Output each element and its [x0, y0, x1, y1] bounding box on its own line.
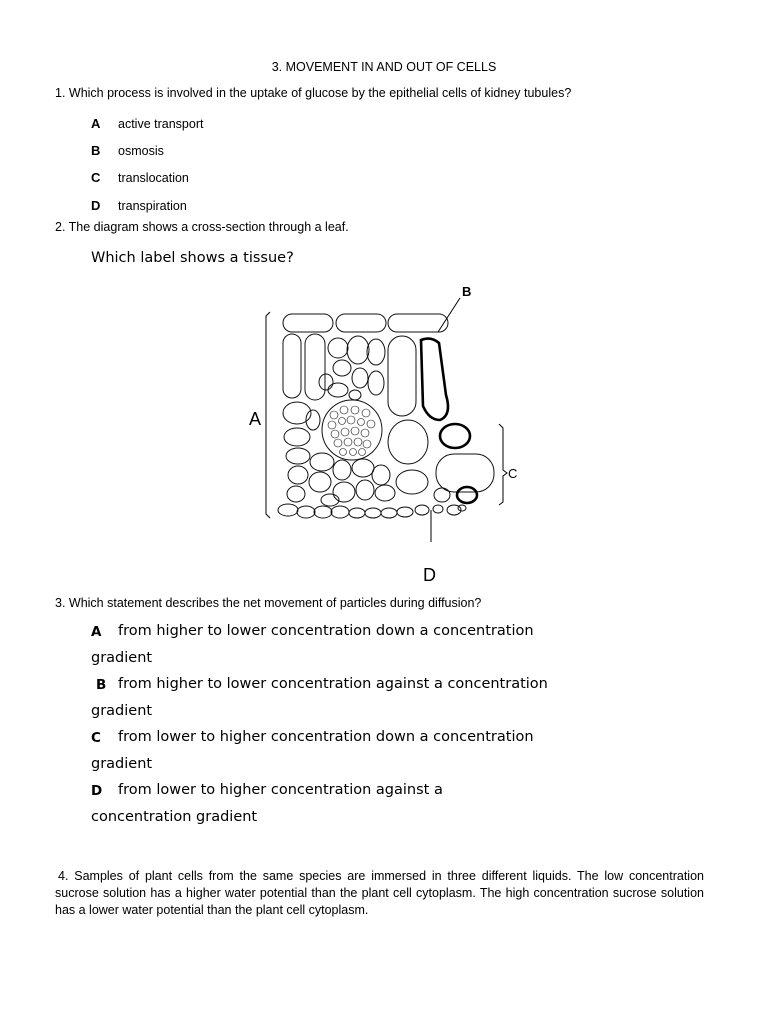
q1-option-b-text: osmosis: [118, 144, 164, 158]
q1-option-c-letter: C: [91, 170, 101, 185]
q3-option-a-letter: A: [91, 624, 102, 640]
q1-option-b-letter: B: [91, 143, 101, 158]
q3-option-c-letter: C: [91, 730, 101, 746]
question-3-text: 3. Which statement describes the net movement of particles during diffusion?: [55, 596, 482, 610]
question-4-text: 4. Samples of plant cells from the same species are immersed in three different liquids. The low concentration sucrose solution has a higher water potential than the plant cell cytoplasm. The high concentration sucrose solution has a lower water potential than the plant cell cytoplasm.: [55, 869, 704, 917]
q3-option-a-line2: gradient: [91, 650, 153, 666]
question-2-prompt: Which label shows a tissue?: [91, 250, 294, 266]
q3-option-c-line2: gradient: [91, 756, 153, 772]
page-title: 3. MOVEMENT IN AND OUT OF CELLS: [271, 60, 497, 74]
question-2-text: 2. The diagram shows a cross-section through a leaf.: [55, 220, 349, 234]
diagram-label-b: B: [462, 284, 472, 299]
q1-option-d-text: transpiration: [118, 199, 187, 213]
q3-option-d-line1: from lower to higher concentration against a: [118, 782, 443, 798]
q3-option-b-line1: from higher to lower concentration against a concentration: [118, 676, 548, 692]
q3-option-d-letter: D: [91, 783, 103, 799]
q1-option-c-text: translocation: [118, 171, 189, 185]
q1-option-a-letter: A: [91, 116, 101, 131]
q3-option-c-line1: from lower to higher concentration down a concentration: [118, 729, 534, 745]
q3-option-a-line1: from higher to lower concentration down a concentration: [118, 623, 534, 639]
q1-option-d-letter: D: [91, 198, 101, 213]
q1-option-a-text: active transport: [118, 117, 204, 131]
diagram-label-d: D: [423, 565, 436, 585]
diagram-label-a: A: [249, 409, 262, 429]
q3-option-b-letter: B: [96, 677, 107, 693]
q3-option-b-line2: gradient: [91, 703, 153, 719]
q3-option-d-line2: concentration gradient: [91, 809, 258, 825]
diagram-label-c: C: [508, 466, 518, 481]
question-1-text: 1. Which process is involved in the uptake of glucose by the epithelial cells of kidney tubules?: [55, 86, 572, 100]
